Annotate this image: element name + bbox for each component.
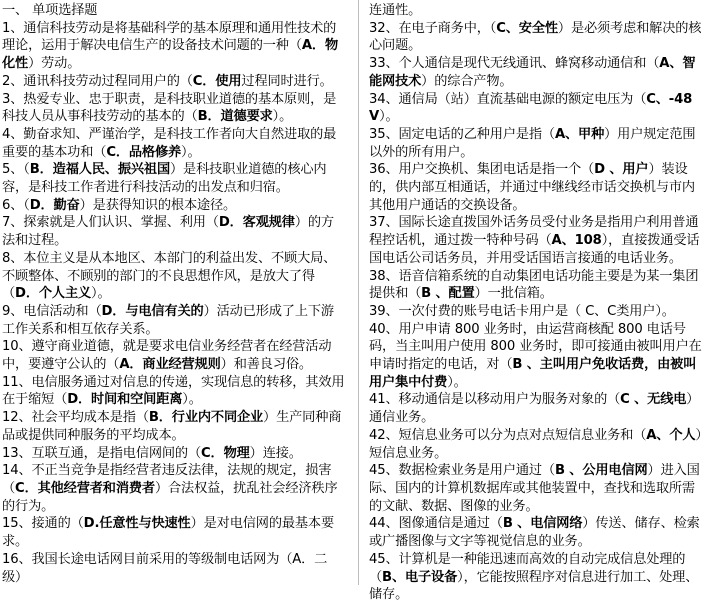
question-text-tail: ）短信息业务。 <box>369 427 702 461</box>
question-text: 8、本位主义是从本地区、本部门的利益出发、不顾大局、不顾整体、不顾别的部门的不良思想作风，是放大了得（ <box>2 250 337 302</box>
answer-text: A、108 <box>551 233 602 249</box>
question-text: 32、在电子商务中，（ <box>369 20 497 36</box>
question-text-tail: ）。 <box>272 109 293 125</box>
answer-text: C、-48V <box>369 91 693 125</box>
answer-text: B、电子设备 <box>382 569 458 585</box>
question-text-tail: ）。 <box>379 109 399 125</box>
right-column <box>369 2 704 604</box>
answer-text: B．道德要求 <box>197 109 273 125</box>
question-item <box>369 126 704 161</box>
question-text: 13、互联互通，是指电信网间的（ <box>2 445 202 461</box>
answer-text: C．物理 <box>201 445 250 461</box>
question-item <box>369 391 704 426</box>
question-text: 45、计算机是一种能迅速而高效的自动完成信息处理的（ <box>369 551 686 585</box>
question-text: 9、电信活动和（ <box>2 303 102 319</box>
question-text: 4、勤奋求知、严谨治学，是科技工作者向大自然进取的最重要的基本功和（ <box>2 126 337 160</box>
answer-text: B．行业内不同企业 <box>148 410 264 426</box>
question-text-tail: ）劳动。 <box>28 56 81 72</box>
question-item <box>369 321 704 392</box>
question-text-tail: ）的综合产物。 <box>421 73 513 89</box>
answer-text: B 、公用电信网 <box>554 463 648 479</box>
question-item <box>2 214 346 249</box>
question-text: 1、通信科技劳动是将基础科学的基本原理和通用性技术的理论，运用于解决电信生产的设备技术问题的一种（ <box>2 20 337 54</box>
question-text-tail: ）。 <box>182 392 202 408</box>
question-text-tail: ）和善良习俗。 <box>220 357 312 373</box>
question-text-tail: ）连接。 <box>249 445 302 461</box>
question-text: 45、数据检索业务是用户通过（ <box>369 463 555 479</box>
question-text-tail: ）。 <box>181 144 201 160</box>
question-item <box>2 515 346 550</box>
question-text: 11、电信服务通过对信息的传递，实现信息的转移，其效用在于缩短（ <box>2 374 345 408</box>
question-item <box>2 73 346 91</box>
question-item <box>2 250 346 303</box>
question-text-tail: ）的方法和过程。 <box>2 215 334 249</box>
answer-text: D．勤奋 <box>29 197 80 213</box>
question-text-tail: ）是必须考虑和解决的核心问题。 <box>369 20 702 54</box>
question-text-tail: 过程同时进行。 <box>241 73 333 89</box>
question-text: 5、（ <box>2 162 30 178</box>
answer-text: C．其他经营者和消费者 <box>15 480 155 496</box>
left-column <box>2 2 346 586</box>
question-text: 41、移动通信是以移动用户为服务对象的（ <box>369 392 621 408</box>
question-text: 连通性。 <box>369 3 422 18</box>
section-heading: 一、 单项选择题 <box>2 3 98 18</box>
answer-text: C、安全性 <box>496 20 558 36</box>
question-item <box>369 515 704 550</box>
question-text-tail: ）生产同种商品或提供同种服务的平均成本。 <box>2 410 342 443</box>
question-text: 33、个人通信是现代无线通讯、蜂窝移动通信和（ <box>369 56 660 72</box>
question-text-tail: ）进入国际、国内的计算机数据库或其他装置中，查找和选取所需的文献、数据、图像的业务。 <box>369 463 700 514</box>
question-item <box>2 197 346 215</box>
question-text: 37、国际长途直拨国外话务员受付业务是指用户利用普通程控话机，通过拨一特种号码（ <box>369 215 699 249</box>
answer-text: D．与电信有关的 <box>101 303 204 319</box>
question-text: 14、不正当竞争是指经营者违反法律，法规的规定，损害（ <box>2 463 332 496</box>
question-text-tail: ）是获得知识的根本途径。 <box>79 197 237 213</box>
question-item <box>369 91 704 126</box>
answer-text: B 、配置 <box>421 286 475 302</box>
answer-text: D 、用户 <box>594 162 649 178</box>
question-item <box>369 427 704 462</box>
question-text-tail: ）。 <box>91 286 111 302</box>
column-divider <box>358 0 359 585</box>
question-text: 34、通信局（站）直流基础电源的额定电压为（ <box>369 91 647 107</box>
question-item <box>369 55 704 90</box>
question-item <box>2 462 346 515</box>
question-item <box>2 374 346 409</box>
question-item <box>2 303 346 338</box>
question-text-tail: ）活动已形成了上下游工作关系和相互依存关系。 <box>2 303 334 337</box>
answer-text: D．客观规律 <box>218 215 295 231</box>
question-text: 42、短信息业务可以分为点对点短信息业务和（ <box>369 427 647 443</box>
question-item <box>369 2 704 20</box>
question-text-tail: ）装设的，供内部互相通话，并通过中继线经市话交换机与市内其他用户通话的交换设备。 <box>369 162 695 213</box>
answer-text: A．商业经营规则 <box>119 357 221 373</box>
question-text: 39、一次付费的账号电话卡用户是（ C、C类用户）。 <box>369 303 675 319</box>
question-text: 10、遵守商业道德，就是要求电信业务经营者在经营活动中，要遵守公认的（ <box>2 339 332 373</box>
question-item <box>369 214 704 267</box>
answer-text: D.任意性与快速性 <box>83 516 191 532</box>
question-text-tail: ）传送、储存、检索或广播图像与文字等视觉信息的业务。 <box>369 516 700 550</box>
question-text: 44、图像通信是通过（ <box>369 516 503 532</box>
question-text: 2、通讯科技劳动过程同用户的（ <box>2 73 193 89</box>
left-question-list <box>2 20 346 587</box>
question-text-tail: ）。 <box>447 374 467 390</box>
question-text-tail: ），直接拨通受话国电话公司话务员，并用受话国语言接通的电话业务。 <box>369 233 700 266</box>
answer-text: A、智能网技术 <box>369 56 696 89</box>
question-text: 12、社会平均成本是指（ <box>2 410 149 426</box>
question-text: 38、语音信箱系统的自动集团电话功能主要是为某一集团提供和（ <box>369 268 699 302</box>
question-text: 40、用户申请 800 业务时，由运营商核配 800 电话号码，当主叫用户使用 800 业务时，即可接通由被叫用户在申请时指定的电话，对（ <box>369 321 702 373</box>
answer-text: B．造福人民、振兴祖国 <box>29 162 170 178</box>
answer-text: A．物化性 <box>2 38 339 72</box>
question-text-tail: ），它能按照程序对信息进行加工、处理、储存。 <box>369 569 699 603</box>
answer-text: B 、主叫用户免收话费，由被叫用户集中付费 <box>369 357 697 390</box>
question-text-tail: ）是对电信网的最基本要求。 <box>2 516 335 550</box>
question-text: 15、接通的（ <box>2 516 84 532</box>
question-item <box>369 20 704 55</box>
question-text-tail: ）一批信箱。 <box>474 286 553 302</box>
question-text: 3、热爱专业、忠于职责，是科技职业道德的基本原则，是科技人员从事科技劳动的基本的（ <box>2 91 337 125</box>
question-item <box>2 409 346 444</box>
answer-text: D．个人主义 <box>15 286 92 302</box>
answer-text: C．品格修养 <box>106 144 182 160</box>
answer-text: A、个人 <box>646 427 696 443</box>
question-text-tail: ）用户规定范围以外的所有用户。 <box>369 126 696 160</box>
question-text: 36、用户交换机、集团电话是指一个（ <box>369 162 595 178</box>
question-item <box>2 91 346 126</box>
question-item <box>2 338 346 373</box>
question-item <box>2 126 346 161</box>
answer-text: D．时间和空间距离 <box>67 392 183 408</box>
question-text: 35、固定电话的乙种用户是指（ <box>369 126 555 142</box>
question-item <box>369 161 704 214</box>
question-item <box>369 551 704 604</box>
question-item <box>2 161 346 196</box>
question-item <box>2 551 346 586</box>
question-item <box>2 20 346 73</box>
right-question-list <box>369 2 704 604</box>
question-item <box>2 445 346 463</box>
question-text: 16、我国长途电话网目前采用的等级制电话网为（A．二级） <box>2 551 328 585</box>
answer-text: C．使用 <box>192 73 242 89</box>
question-text: 7、探索就是人们认识、掌握、利用（ <box>2 215 219 231</box>
answer-text: B 、电信网络 <box>502 516 583 532</box>
question-item <box>369 462 704 515</box>
question-text-tail: ）是科技职业道德的核心内容，是科技工作者进行科技活动的出发点和归宿。 <box>2 162 327 196</box>
answer-text: A、甲种 <box>554 126 605 142</box>
answer-text: C 、无线电 <box>620 392 687 408</box>
question-text-tail: ）合法权益，扰乱社会经济秩序的行为。 <box>2 480 338 514</box>
question-text: 6、（ <box>2 197 30 213</box>
question-item <box>369 268 704 303</box>
question-item <box>369 303 704 321</box>
question-text-tail: ）通信业务。 <box>369 392 700 426</box>
